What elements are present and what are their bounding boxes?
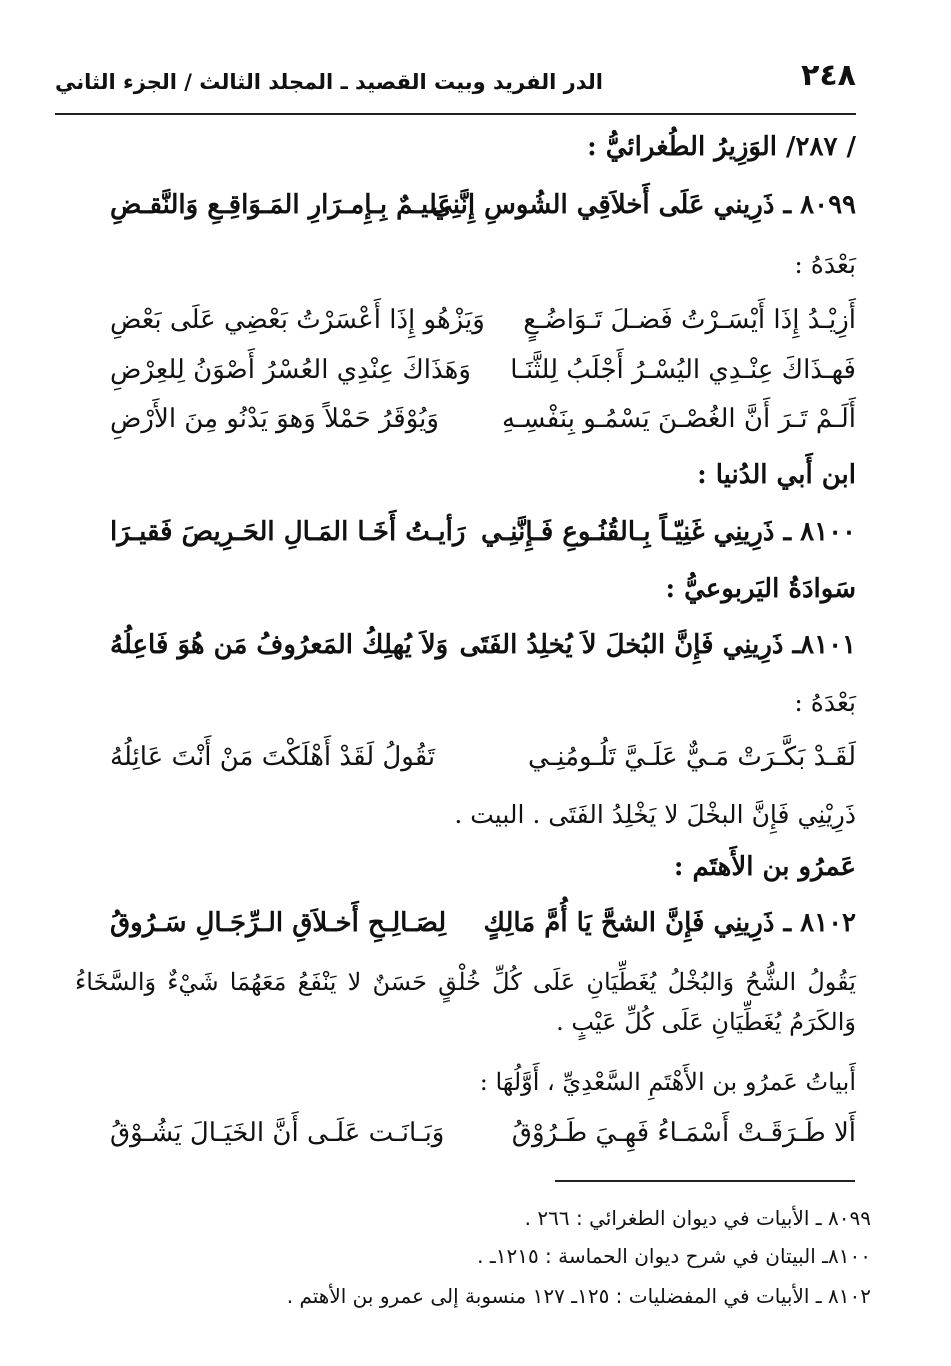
verse-8099-second-hemistich: عَليـمٌ بِـإِمـرَارِ المَـوَاقِـعِ وَالنَّقـضِ <box>110 190 453 220</box>
verse-c1-first-hemistich: أَلا طَـرَقَـتْ أَسْمَـاءُ فَهِـيَ طَـرُوْقُ <box>511 1118 856 1148</box>
verse-a2-second-hemistich: وَهَذَاكَ عِنْدِي العُسْرُ أَصْوَنُ لِلعِرْضِ <box>110 355 471 385</box>
verse-b1-second-hemistich: تَقُولُ لَقَدْ أَهْلَكْتَ مَنْ أَنْتَ عَائِلُهُ <box>110 742 436 772</box>
verse-a3 <box>110 404 856 448</box>
running-title: الدر الفريد وبيت القصيد ـ المجلد الثالث / الجزء الثاني <box>55 70 603 94</box>
footnote-rule <box>555 1180 855 1182</box>
verse-8100-first-hemistich: ٨١٠٠ ـ ذَرِينِي غَنِيّـاً بِـالقُنُـوعِ فَـإِنَّنِـي <box>480 517 856 547</box>
header-rule <box>55 113 856 115</box>
heading-sawada: سَوادَةُ اليَربوعيُّ : <box>665 574 856 604</box>
verse-a2-first-hemistich: فَهـذَاكَ عِنْـدِي اليُسْـرُ أَجْلَبُ لِلثَّنَـا <box>510 355 856 385</box>
footnote-8102: ٨١٠٢ ـ الأبيات في المفضليات : ١٢٥ـ ١٢٧ منسوبة إلى عمرو بن الأهتم . <box>286 1284 871 1308</box>
heading-ibn-abi-dunya: ابن أَبي الدُنيا : <box>697 460 856 490</box>
verse-8102-second-hemistich: لِصَـالِـحِ أَخـلاَقِ الـرِّجَـالِ سَـرُوقُ <box>110 908 447 938</box>
verse-8102-first-hemistich: ٨١٠٢ ـ ذَرِينِي فَإِنَّ الشحَّ يَا أُمَّ مَالِكٍ <box>483 908 856 938</box>
label-baadahu-2: بَعْدَهُ : <box>794 688 856 717</box>
heading-amr-ibn-ahtam: عَمرُو بن الأَهتَم : <box>673 852 856 882</box>
verse-8102 <box>110 908 856 952</box>
verse-b1-first-hemistich: لَقَـدْ بَكَّـرَتْ مَـيٌّ عَلَـيَّ تَلُـومُنِـي <box>527 742 856 772</box>
verse-8099-first-hemistich: ٨٠٩٩ ـ ذَرِيني عَلَى أَخلاَقِي الشُوسِ إِنَّنِي <box>431 190 856 220</box>
verse-8100-second-hemistich: رَأيـتُ أَخَـا المَـالِ الحَـرِيصَ فَقيـرَا <box>110 517 466 547</box>
verse-a1 <box>110 305 856 349</box>
verse-a1-first-hemistich: أَزِيْـدُ إِذَا أَيْسَـرْتُ فَضـلَ تَـوَاضُـعٍ <box>523 305 856 335</box>
footnote-8099: ٨٠٩٩ ـ الأبيات في ديوان الطغرائي : ٢٦٦ . <box>524 1206 871 1230</box>
verse-c1-second-hemistich: وَبَـانَـت عَلَـى أَنَّ الخَيَـالَ يَشُـوْقُ <box>110 1118 445 1148</box>
verse-8100 <box>110 517 856 561</box>
verse-8101-second-hemistich: وَلاَ يُهلِكُ المَعرُوفُ مَن هُوَ فَاعِلُهُ <box>110 630 449 660</box>
page-header <box>55 58 856 100</box>
verse-8099 <box>110 190 856 234</box>
label-baadahu-1: بَعْدَهُ : <box>794 250 856 279</box>
verse-a3-second-hemistich: وَيُوْقَرُ حَمْلاً وَهوَ يَدْنُو مِنَ الأَرْضِ <box>110 404 439 434</box>
verse-a2 <box>110 355 856 399</box>
verse-a3-first-hemistich: أَلَـمْ تَـرَ أَنَّ الغُصْـنَ يَسْمُـو بِنَفْسِـهِ <box>501 404 856 434</box>
verse-b1 <box>110 742 856 786</box>
commentary-paragraph: يَقُولُ الشُّحُ وَالبُخْلُ يُغَطِّيَانِ عَلَى كُلِّ خُلْقٍ حَسَنٌ لا يَنْفَعُ مَعَهُمَا شَيْءٌ وَالسَّخَاءُ وَالكَرَمُ يُغَطِّيَانِ عَلَى كُلِّ عَيْبٍ . <box>75 968 856 1036</box>
footnote-8100: ٨١٠٠ـ البيتان في شرح ديوان الحماسة : ١٢١٥ـ . <box>477 1244 871 1268</box>
verse-a1-second-hemistich: وَيَزْهُو إِذَا أَعْسَرْتُ بَعْضِي عَلَى بَعْضِ <box>110 305 485 335</box>
intro-awwaluha: أَبياتُ عَمرُو بن الأَهْتَمِ السَّعْدِيِّ ، أَوَّلُهَا : <box>479 1068 856 1096</box>
heading-tughrai: / ٢٨٧/ الوَزِيرُ الطُغرائيُّ : <box>587 132 856 162</box>
verse-b2-quote: ذَرِيْنِي فَإِنَّ البخْلَ لا يَخْلِدُ الفَتَى . البيت . <box>454 800 856 829</box>
verse-c1 <box>110 1118 856 1162</box>
verse-8101 <box>110 630 856 674</box>
page-number: ٢٤٨ <box>801 58 856 93</box>
verse-8101-first-hemistich: ٨١٠١ـ ذَرِينِي فَإِنَّ البُخلَ لاَ يُخلِدُ الفَتَى <box>459 630 856 660</box>
